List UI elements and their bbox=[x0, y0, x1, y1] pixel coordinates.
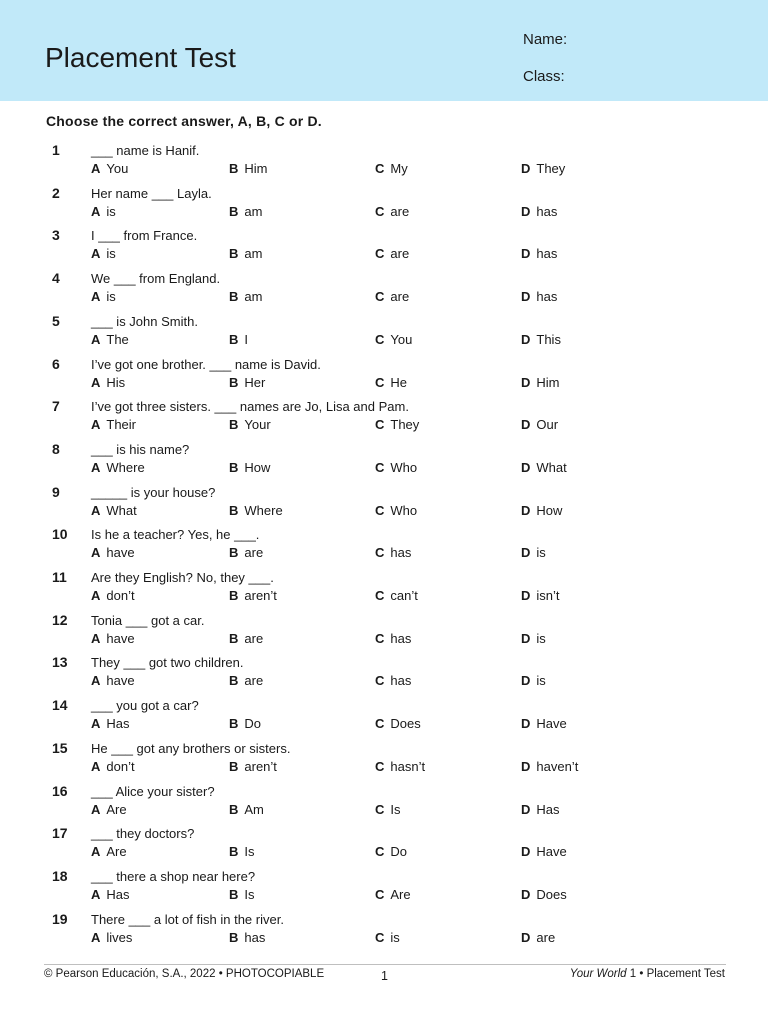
answer-option-a bbox=[91, 246, 116, 261]
option-letter: C bbox=[375, 630, 385, 646]
question-item bbox=[0, 569, 768, 611]
question-number: 8 bbox=[52, 440, 60, 457]
option-text: has bbox=[390, 673, 412, 689]
question-number: 6 bbox=[52, 355, 60, 372]
answer-option-c bbox=[375, 887, 411, 902]
answer-option-d bbox=[521, 887, 567, 902]
option-text: His bbox=[106, 374, 126, 390]
option-letter: B bbox=[229, 502, 239, 518]
question-number: 1 bbox=[52, 142, 60, 158]
option-text: This bbox=[536, 331, 561, 347]
option-text: Where bbox=[106, 459, 145, 475]
option-text: Am bbox=[244, 801, 264, 817]
question-item bbox=[0, 142, 768, 184]
option-text: is bbox=[536, 545, 546, 561]
answer-option-b bbox=[229, 503, 283, 518]
answer-option-b bbox=[229, 289, 262, 304]
answer-option-d bbox=[521, 545, 546, 560]
option-letter: A bbox=[91, 203, 101, 219]
answer-option-d bbox=[521, 673, 546, 688]
option-text: What bbox=[106, 502, 137, 518]
question-item bbox=[0, 783, 768, 825]
option-text: Who bbox=[390, 502, 418, 518]
option-text: is bbox=[106, 203, 116, 219]
option-text: Do bbox=[390, 844, 408, 860]
answer-option-d bbox=[521, 289, 557, 304]
option-text: are bbox=[244, 630, 264, 646]
option-letter: B bbox=[229, 331, 239, 347]
option-letter: C bbox=[375, 246, 385, 262]
answer-option-d bbox=[521, 588, 560, 603]
answer-option-a bbox=[91, 460, 145, 475]
footer-series-name: Your World bbox=[569, 968, 627, 980]
question-text: ___ name is Hanif. bbox=[91, 143, 200, 158]
answer-option-d bbox=[521, 375, 560, 390]
question-item bbox=[0, 612, 768, 654]
option-letter: C bbox=[375, 588, 385, 603]
option-text: has bbox=[390, 545, 412, 561]
question-item bbox=[0, 697, 768, 739]
option-text: is bbox=[536, 673, 546, 689]
answer-option-c bbox=[375, 631, 411, 646]
question-number: 2 bbox=[52, 184, 60, 201]
option-text: Is bbox=[390, 801, 401, 817]
answer-option-c bbox=[375, 588, 418, 603]
answer-option-d bbox=[521, 844, 567, 859]
option-text: You bbox=[390, 331, 413, 347]
question-item bbox=[0, 868, 768, 910]
question-text: There ___ a lot of fish in the river. bbox=[91, 911, 284, 927]
option-letter: C bbox=[375, 886, 385, 902]
option-letter: B bbox=[229, 716, 239, 732]
answer-option-b bbox=[229, 631, 263, 646]
option-text: haven’t bbox=[536, 758, 579, 774]
option-letter: A bbox=[91, 289, 101, 305]
answer-option-d bbox=[521, 161, 565, 176]
answer-option-d bbox=[521, 204, 557, 219]
question-item bbox=[0, 270, 768, 312]
answer-option-a bbox=[91, 503, 137, 518]
option-letter: D bbox=[521, 459, 531, 475]
answer-option-b bbox=[229, 417, 271, 432]
answer-option-b bbox=[229, 545, 263, 560]
option-text: Where bbox=[244, 502, 283, 518]
option-text: isn’t bbox=[536, 588, 560, 603]
option-text: hasn’t bbox=[390, 758, 426, 774]
answer-option-c bbox=[375, 332, 412, 347]
answer-option-a bbox=[91, 588, 135, 603]
option-text: Are bbox=[106, 844, 127, 860]
option-text: are bbox=[390, 203, 410, 219]
option-letter: D bbox=[521, 758, 531, 774]
question-text: Is he a teacher? Yes, he ___. bbox=[91, 527, 260, 543]
answer-option-d bbox=[521, 246, 557, 261]
option-letter: C bbox=[375, 716, 385, 732]
option-letter: D bbox=[521, 502, 531, 518]
option-text: How bbox=[244, 459, 271, 475]
option-letter: D bbox=[521, 886, 531, 902]
option-letter: C bbox=[375, 161, 385, 176]
question-item bbox=[0, 313, 768, 355]
option-text: Is bbox=[244, 886, 255, 902]
question-item bbox=[0, 356, 768, 398]
answer-option-a bbox=[91, 631, 135, 646]
question-text: ___ Alice your sister? bbox=[91, 783, 215, 799]
option-letter: B bbox=[229, 289, 239, 305]
option-text: My bbox=[390, 161, 408, 176]
answer-option-a bbox=[91, 161, 128, 176]
option-letter: B bbox=[229, 374, 239, 390]
question-number: 16 bbox=[52, 782, 68, 799]
option-letter: B bbox=[229, 801, 239, 817]
answer-option-a bbox=[91, 930, 132, 945]
option-text: Their bbox=[106, 417, 137, 433]
option-letter: D bbox=[521, 716, 531, 732]
option-letter: B bbox=[229, 203, 239, 219]
option-text: I bbox=[244, 331, 249, 347]
answer-option-d bbox=[521, 503, 562, 518]
option-letter: C bbox=[375, 331, 385, 347]
question-text: Are they English? No, they ___. bbox=[91, 570, 274, 585]
option-letter: D bbox=[521, 588, 531, 603]
option-text: Has bbox=[536, 801, 560, 817]
footer-series-rest: 1 • Placement Test bbox=[626, 968, 725, 980]
question-number: 5 bbox=[52, 312, 60, 329]
question-number: 10 bbox=[52, 526, 68, 543]
question-item bbox=[0, 441, 768, 483]
question-text: Tonia ___ got a car. bbox=[91, 612, 205, 628]
option-letter: C bbox=[375, 929, 385, 945]
question-text: We ___ from England. bbox=[91, 271, 221, 287]
question-item bbox=[0, 484, 768, 526]
page-title: Placement Test bbox=[45, 42, 236, 73]
option-letter: A bbox=[91, 673, 101, 689]
answer-option-c bbox=[375, 716, 421, 731]
option-letter: D bbox=[521, 844, 531, 860]
answer-option-b bbox=[229, 716, 261, 731]
option-text: has bbox=[244, 929, 266, 945]
answer-option-d bbox=[521, 460, 567, 475]
answer-option-c bbox=[375, 503, 417, 518]
option-text: He bbox=[390, 374, 408, 390]
answer-option-b bbox=[229, 246, 262, 261]
option-letter: A bbox=[91, 502, 101, 518]
option-text: Does bbox=[536, 886, 567, 902]
option-text: Are bbox=[390, 886, 411, 902]
question-text: ___ they doctors? bbox=[91, 826, 195, 842]
question-number: 4 bbox=[52, 270, 60, 287]
option-letter: D bbox=[521, 417, 531, 433]
option-text: am bbox=[244, 289, 263, 305]
answer-option-a bbox=[91, 417, 136, 432]
option-text: They bbox=[390, 417, 420, 433]
option-text: Are bbox=[106, 801, 127, 817]
answer-option-a bbox=[91, 204, 116, 219]
option-letter: D bbox=[521, 374, 531, 390]
answer-option-a bbox=[91, 716, 130, 731]
answer-option-c bbox=[375, 545, 411, 560]
option-text: don’t bbox=[106, 758, 135, 774]
question-text: ___ you got a car? bbox=[91, 698, 199, 714]
option-letter: B bbox=[229, 844, 239, 860]
question-number: 19 bbox=[52, 910, 68, 927]
option-letter: D bbox=[521, 630, 531, 646]
option-letter: A bbox=[91, 331, 101, 347]
option-text: You bbox=[106, 161, 129, 176]
option-letter: A bbox=[91, 844, 101, 860]
answer-option-d bbox=[521, 631, 546, 646]
answer-option-d bbox=[521, 332, 561, 347]
question-item bbox=[0, 227, 768, 269]
option-text: Has bbox=[106, 716, 130, 732]
question-text: _____ is your house? bbox=[91, 484, 216, 500]
option-letter: B bbox=[229, 673, 239, 689]
option-letter: C bbox=[375, 844, 385, 860]
option-letter: C bbox=[375, 801, 385, 817]
option-letter: C bbox=[375, 289, 385, 305]
answer-option-a bbox=[91, 887, 130, 902]
option-text: Our bbox=[536, 417, 559, 433]
option-letter: A bbox=[91, 929, 101, 945]
option-letter: A bbox=[91, 588, 101, 603]
option-letter: B bbox=[229, 246, 239, 262]
answer-option-d bbox=[521, 802, 560, 817]
option-letter: C bbox=[375, 545, 385, 561]
option-text: Has bbox=[106, 886, 130, 902]
option-letter: C bbox=[375, 758, 385, 774]
option-text: has bbox=[390, 630, 412, 646]
answer-option-a bbox=[91, 844, 127, 859]
option-letter: C bbox=[375, 459, 385, 475]
option-letter: B bbox=[229, 161, 239, 176]
option-text: The bbox=[106, 331, 129, 347]
answer-option-c bbox=[375, 246, 409, 261]
question-number: 17 bbox=[52, 825, 68, 842]
option-text: have bbox=[106, 673, 135, 689]
option-text: is bbox=[536, 630, 546, 646]
option-text: aren’t bbox=[244, 758, 277, 774]
question-item bbox=[0, 654, 768, 696]
question-number: 11 bbox=[52, 569, 67, 585]
question-item bbox=[0, 911, 768, 953]
option-text: are bbox=[536, 929, 556, 945]
option-letter: D bbox=[521, 673, 531, 689]
option-text: are bbox=[390, 289, 410, 305]
question-text: I’ve got three sisters. ___ names are Jo, Lisa and Pam. bbox=[91, 399, 409, 415]
answer-option-b bbox=[229, 375, 265, 390]
footer-divider bbox=[44, 964, 726, 965]
option-text: Him bbox=[244, 161, 268, 176]
answer-option-b bbox=[229, 802, 264, 817]
question-item bbox=[0, 185, 768, 227]
option-letter: A bbox=[91, 545, 101, 561]
option-text: can’t bbox=[390, 588, 418, 603]
answer-option-d bbox=[521, 716, 567, 731]
footer-copyright: © Pearson Educación, S.A., 2022 • PHOTOCOPIABLE bbox=[44, 968, 325, 980]
answer-option-c bbox=[375, 673, 411, 688]
question-item bbox=[0, 526, 768, 568]
option-letter: B bbox=[229, 459, 239, 475]
question-item bbox=[0, 398, 768, 440]
option-text: am bbox=[244, 246, 263, 262]
option-letter: C bbox=[375, 673, 385, 689]
option-letter: A bbox=[91, 161, 101, 176]
option-letter: B bbox=[229, 417, 239, 433]
page-number: 1 bbox=[381, 969, 388, 983]
option-text: Him bbox=[536, 374, 560, 390]
answer-option-b bbox=[229, 161, 268, 176]
option-letter: C bbox=[375, 374, 385, 390]
answer-option-a bbox=[91, 332, 129, 347]
question-number: 13 bbox=[52, 654, 68, 671]
option-text: Who bbox=[390, 459, 418, 475]
option-letter: B bbox=[229, 588, 239, 603]
option-text: has bbox=[536, 246, 558, 262]
option-text: don’t bbox=[106, 588, 135, 603]
option-text: has bbox=[536, 289, 558, 305]
question-number: 3 bbox=[52, 227, 60, 244]
option-text: are bbox=[390, 246, 410, 262]
answer-option-c bbox=[375, 289, 409, 304]
answer-option-b bbox=[229, 673, 263, 688]
option-letter: B bbox=[229, 545, 239, 561]
option-text: are bbox=[244, 545, 264, 561]
option-text: Have bbox=[536, 844, 567, 860]
footer-series bbox=[570, 968, 725, 980]
answer-option-c bbox=[375, 161, 408, 176]
option-letter: D bbox=[521, 246, 531, 262]
answer-option-c bbox=[375, 759, 425, 774]
answer-option-c bbox=[375, 204, 409, 219]
option-letter: D bbox=[521, 203, 531, 219]
question-text: They ___ got two children. bbox=[91, 655, 244, 671]
instructions: Choose the correct answer, A, B, C or D. bbox=[46, 113, 322, 129]
answer-option-b bbox=[229, 204, 262, 219]
question-text: Her name ___ Layla. bbox=[91, 185, 212, 201]
option-letter: A bbox=[91, 459, 101, 475]
option-letter: A bbox=[91, 886, 101, 902]
option-letter: D bbox=[521, 545, 531, 561]
option-letter: A bbox=[91, 246, 101, 262]
question-number: 15 bbox=[52, 739, 68, 756]
name-field-label: Name: bbox=[523, 31, 568, 48]
answer-option-b bbox=[229, 759, 277, 774]
answer-option-d bbox=[521, 930, 555, 945]
option-letter: A bbox=[91, 716, 101, 732]
option-text: are bbox=[244, 673, 264, 689]
option-text: have bbox=[106, 630, 135, 646]
option-letter: B bbox=[229, 929, 239, 945]
answer-option-b bbox=[229, 844, 255, 859]
option-letter: D bbox=[521, 161, 531, 176]
answer-option-a bbox=[91, 545, 135, 560]
question-text: ___ is John Smith. bbox=[91, 313, 198, 329]
answer-option-c bbox=[375, 375, 407, 390]
question-number: 7 bbox=[52, 398, 60, 415]
option-letter: D bbox=[521, 801, 531, 817]
option-text: How bbox=[536, 502, 563, 518]
option-text: What bbox=[536, 459, 567, 475]
option-text: have bbox=[106, 545, 135, 561]
question-text: ___ is his name? bbox=[91, 441, 190, 457]
question-text: I ___ from France. bbox=[91, 228, 198, 244]
answer-option-c bbox=[375, 460, 417, 475]
class-field-label: Class: bbox=[523, 68, 565, 85]
option-text: is bbox=[106, 289, 116, 305]
option-letter: B bbox=[229, 630, 239, 646]
option-letter: B bbox=[229, 758, 239, 774]
question-number: 18 bbox=[52, 867, 68, 884]
answer-option-b bbox=[229, 930, 265, 945]
option-text: has bbox=[536, 203, 558, 219]
option-letter: A bbox=[91, 630, 101, 646]
option-text: Her bbox=[244, 374, 266, 390]
answer-option-a bbox=[91, 375, 125, 390]
option-letter: B bbox=[229, 886, 239, 902]
option-letter: A bbox=[91, 417, 101, 433]
question-text: ___ there a shop near here? bbox=[91, 868, 256, 884]
question-number: 9 bbox=[52, 483, 60, 500]
option-text: lives bbox=[106, 929, 133, 945]
answer-option-d bbox=[521, 759, 578, 774]
option-text: is bbox=[106, 246, 116, 262]
answer-option-b bbox=[229, 887, 255, 902]
option-letter: A bbox=[91, 801, 101, 817]
answer-option-a bbox=[91, 759, 135, 774]
answer-option-a bbox=[91, 673, 135, 688]
option-text: Have bbox=[536, 716, 567, 732]
option-text: They bbox=[536, 161, 566, 176]
question-text: I’ve got one brother. ___ name is David. bbox=[91, 356, 321, 372]
answer-option-a bbox=[91, 289, 116, 304]
option-text: Do bbox=[244, 716, 262, 732]
header-band bbox=[0, 0, 768, 101]
question-text: He ___ got any brothers or sisters. bbox=[91, 740, 291, 756]
answer-option-b bbox=[229, 460, 270, 475]
option-letter: A bbox=[91, 374, 101, 390]
answer-option-d bbox=[521, 417, 558, 432]
option-text: Your bbox=[244, 417, 271, 433]
option-text: aren’t bbox=[244, 588, 277, 603]
option-letter: D bbox=[521, 331, 531, 347]
answer-option-c bbox=[375, 844, 407, 859]
option-text: Does bbox=[390, 716, 421, 732]
question-number: 14 bbox=[52, 697, 68, 714]
option-letter: A bbox=[91, 758, 101, 774]
answer-option-c bbox=[375, 930, 400, 945]
option-letter: D bbox=[521, 289, 531, 305]
question-item bbox=[0, 740, 768, 782]
option-letter: D bbox=[521, 929, 531, 945]
answer-option-a bbox=[91, 802, 127, 817]
question-item bbox=[0, 825, 768, 867]
option-letter: C bbox=[375, 417, 385, 433]
option-letter: C bbox=[375, 203, 385, 219]
answer-option-c bbox=[375, 417, 419, 432]
option-text: is bbox=[390, 929, 400, 945]
option-text: am bbox=[244, 203, 263, 219]
answer-option-c bbox=[375, 802, 401, 817]
answer-option-b bbox=[229, 332, 248, 347]
answer-option-b bbox=[229, 588, 277, 603]
option-text: Is bbox=[244, 844, 255, 860]
question-number: 12 bbox=[52, 611, 68, 628]
option-letter: C bbox=[375, 502, 385, 518]
